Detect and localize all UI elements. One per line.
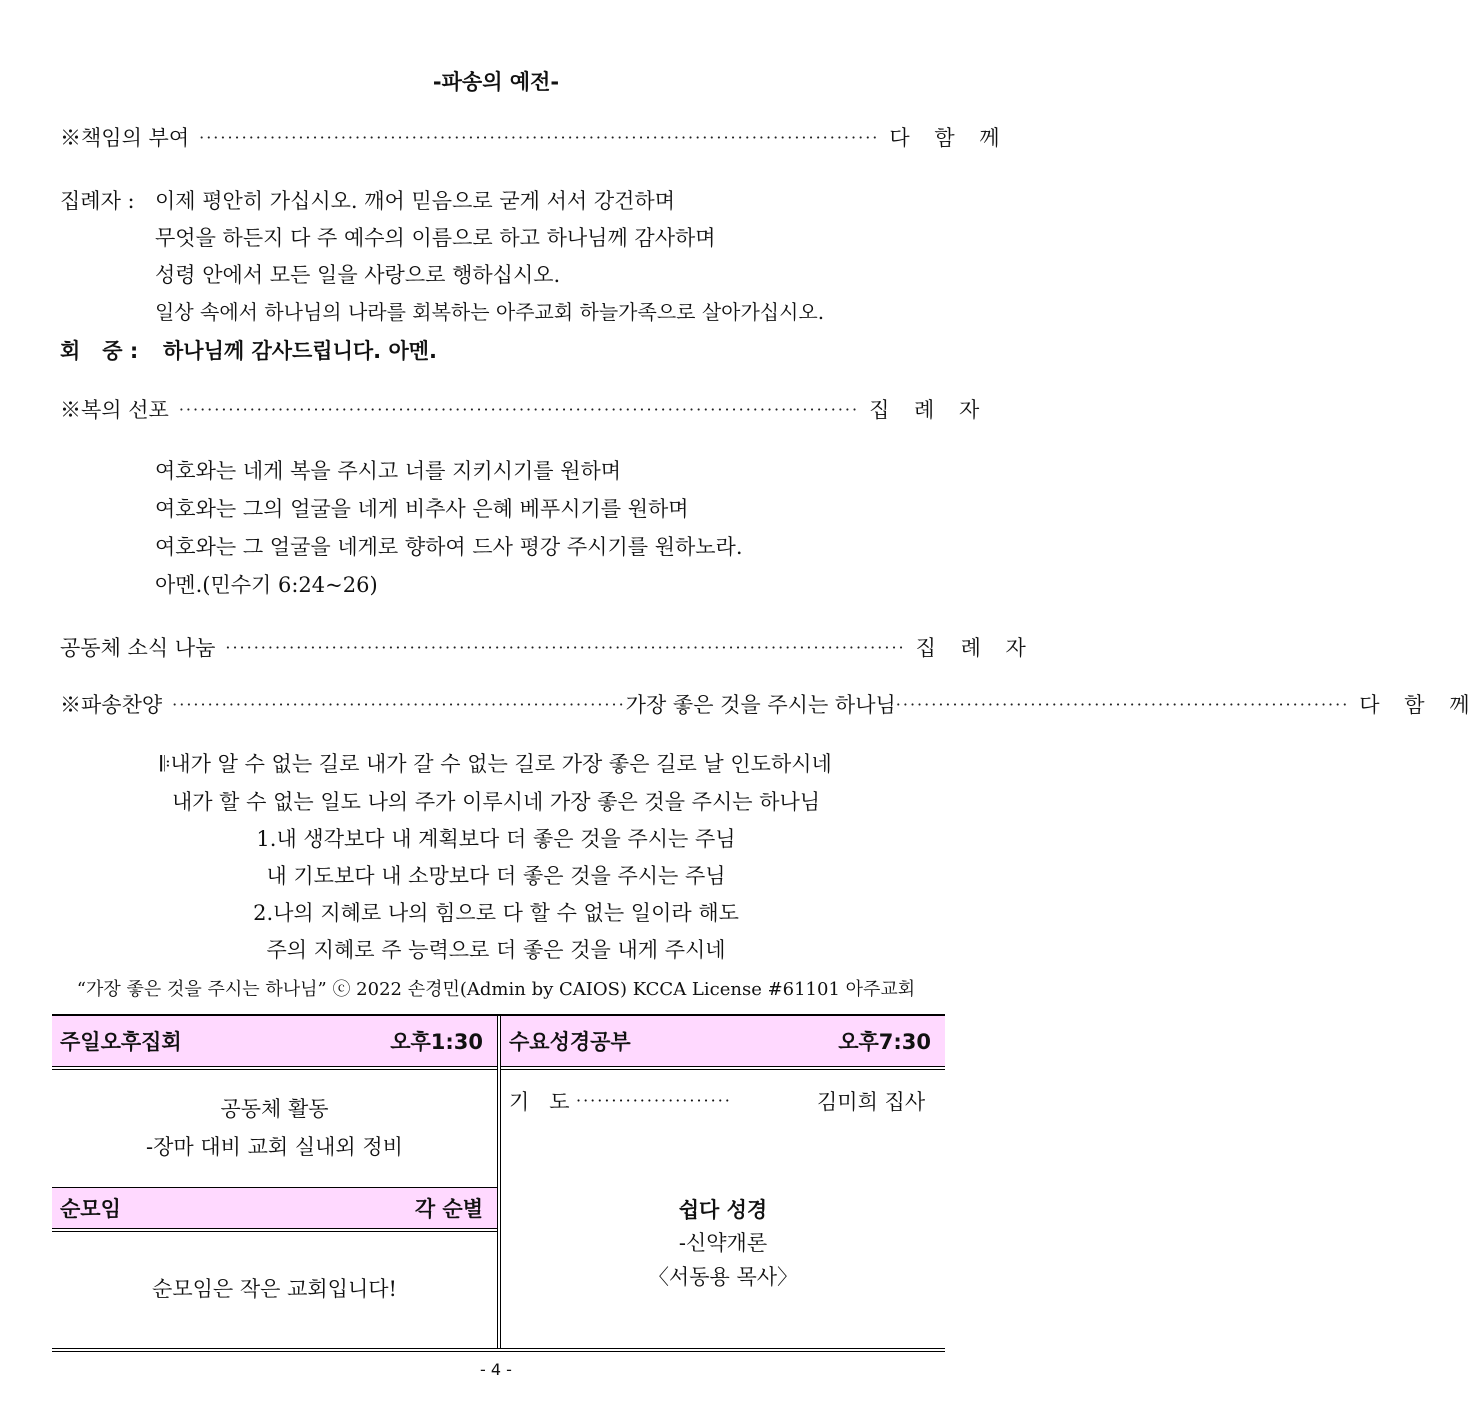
responsibility-label: ※책임의 부여 <box>60 126 190 150</box>
leader-label: 집례자 : <box>60 189 135 213</box>
wednesday-time: 오후7:30 <box>838 1030 931 1054</box>
divider-line <box>52 1351 945 1352</box>
benediction-label: ※복의 선포 <box>60 398 169 422</box>
leader-dots: ································································································ <box>178 399 860 419</box>
benediction-performer: 집 례 자 <box>869 398 989 422</box>
leader-dots: ································································ <box>172 694 626 714</box>
hymn-song-title: 가장 좋은 것을 주시는 하나님 <box>625 693 896 717</box>
dismissal-line-1: 이제 평안히 가십시오. 깨어 믿음으로 굳게 서서 강건하며 <box>155 189 675 213</box>
congregation-response: 하나님께 감사드립니다. 아멘. <box>163 339 438 363</box>
divider-line <box>52 1069 497 1070</box>
page-title: -파송의 예전- <box>432 70 560 94</box>
prayer-name: 김미희 집사 <box>817 1090 926 1114</box>
benediction-row <box>60 394 989 424</box>
lyrics-line-3: 1.내 생각보다 내 계획보다 더 좋은 것을 주시는 주님 <box>256 827 736 851</box>
benediction-line-4: 아멘.(민수기 6:24~26) <box>155 573 378 597</box>
cell-time: 각 순별 <box>414 1197 483 1221</box>
page-number: - 4 - <box>480 1360 512 1379</box>
leader-dots: ································································································ <box>199 127 880 147</box>
hymn-performer: 다 함 께 <box>1359 693 1479 717</box>
news-label: 공동체 소식 나눔 <box>60 636 216 660</box>
benediction-line-2: 여호와는 그의 얼굴을 네게 비추사 은혜 베푸시기를 원하며 <box>155 497 689 521</box>
sunday-content <box>52 1090 497 1166</box>
divider-line <box>497 1014 498 1349</box>
divider-line <box>500 1014 501 1349</box>
responsibility-row <box>60 122 1009 152</box>
hymn-label: ※파송찬양 <box>60 693 163 717</box>
lyrics-line-4: 내 기도보다 내 소망보다 더 좋은 것을 주시는 주님 <box>266 864 726 888</box>
study-line-2: 〈서동용 목사〉 <box>647 1265 799 1289</box>
divider-line <box>501 1066 945 1067</box>
divider-line <box>52 1231 497 1232</box>
divider-line <box>52 1348 945 1349</box>
sunday-line-1: 공동체 활동 <box>220 1097 329 1121</box>
news-row <box>60 632 1035 662</box>
leader-dots: ······················ <box>576 1091 732 1110</box>
lyrics-line-2: 내가 할 수 없는 일도 나의 주가 이루시네 가장 좋은 것을 주시는 하나님 <box>171 790 821 814</box>
divider-line <box>52 1228 497 1229</box>
responsibility-performer: 다 함 께 <box>889 126 1009 150</box>
sunday-line-2: -장마 대비 교회 실내외 정비 <box>146 1135 403 1159</box>
study-line-1: -신약개론 <box>678 1231 768 1255</box>
study-title: 쉽다 성경 <box>678 1198 768 1222</box>
song-credit: “가장 좋은 것을 주시는 하나님” ⓒ 2022 손경민(Admin by CAIOS) KCCA License #61101 아주교회 <box>76 979 916 1000</box>
cell-text: 순모임은 작은 교회입니다! <box>152 1277 397 1301</box>
benediction-line-3: 여호와는 그 얼굴을 네게로 향하여 드사 평강 주시기를 원하노라. <box>155 535 743 559</box>
wednesday-title: 수요성경공부 <box>509 1030 631 1054</box>
congregation-label: 회 중 : <box>60 339 139 363</box>
divider-line <box>52 1066 497 1067</box>
lyrics-line-6: 주의 지혜로 주 능력으로 더 좋은 것을 내게 주시네 <box>266 938 726 962</box>
benediction-line-1: 여호와는 네게 복을 주시고 너를 지키시기를 원하며 <box>155 459 622 483</box>
news-performer: 집 례 자 <box>915 636 1035 660</box>
lyrics-line-1: 𝄆내가 알 수 없는 길로 내가 갈 수 없는 길로 가장 좋은 길로 날 인도하시네 <box>160 752 832 776</box>
prayer-label: 기 도 <box>509 1090 570 1114</box>
hymn-row <box>60 689 1479 719</box>
cell-title: 순모임 <box>60 1197 121 1221</box>
sunday-time: 오후1:30 <box>390 1030 483 1054</box>
sunday-title: 주일오후집회 <box>60 1030 182 1054</box>
leader-dots: ································································································ <box>225 637 906 657</box>
dismissal-line-2: 무엇을 하든지 다 주 예수의 이름으로 하고 하나님께 감사하며 <box>155 226 716 250</box>
lyrics-line-5: 2.나의 지혜로 나의 힘으로 다 할 수 없는 일이라 해도 <box>253 901 739 925</box>
leader-dots: ································································ <box>895 694 1350 714</box>
dismissal-line-4: 일상 속에서 하나님의 나라를 회복하는 아주교회 하늘가족으로 살아가십시오. <box>155 300 825 324</box>
cell-header <box>52 1188 497 1228</box>
sunday-header <box>52 1016 497 1066</box>
wednesday-header <box>501 1016 945 1066</box>
dismissal-line-3: 성령 안에서 모든 일을 사랑으로 행하십시오. <box>155 263 561 287</box>
divider-line <box>501 1069 945 1070</box>
